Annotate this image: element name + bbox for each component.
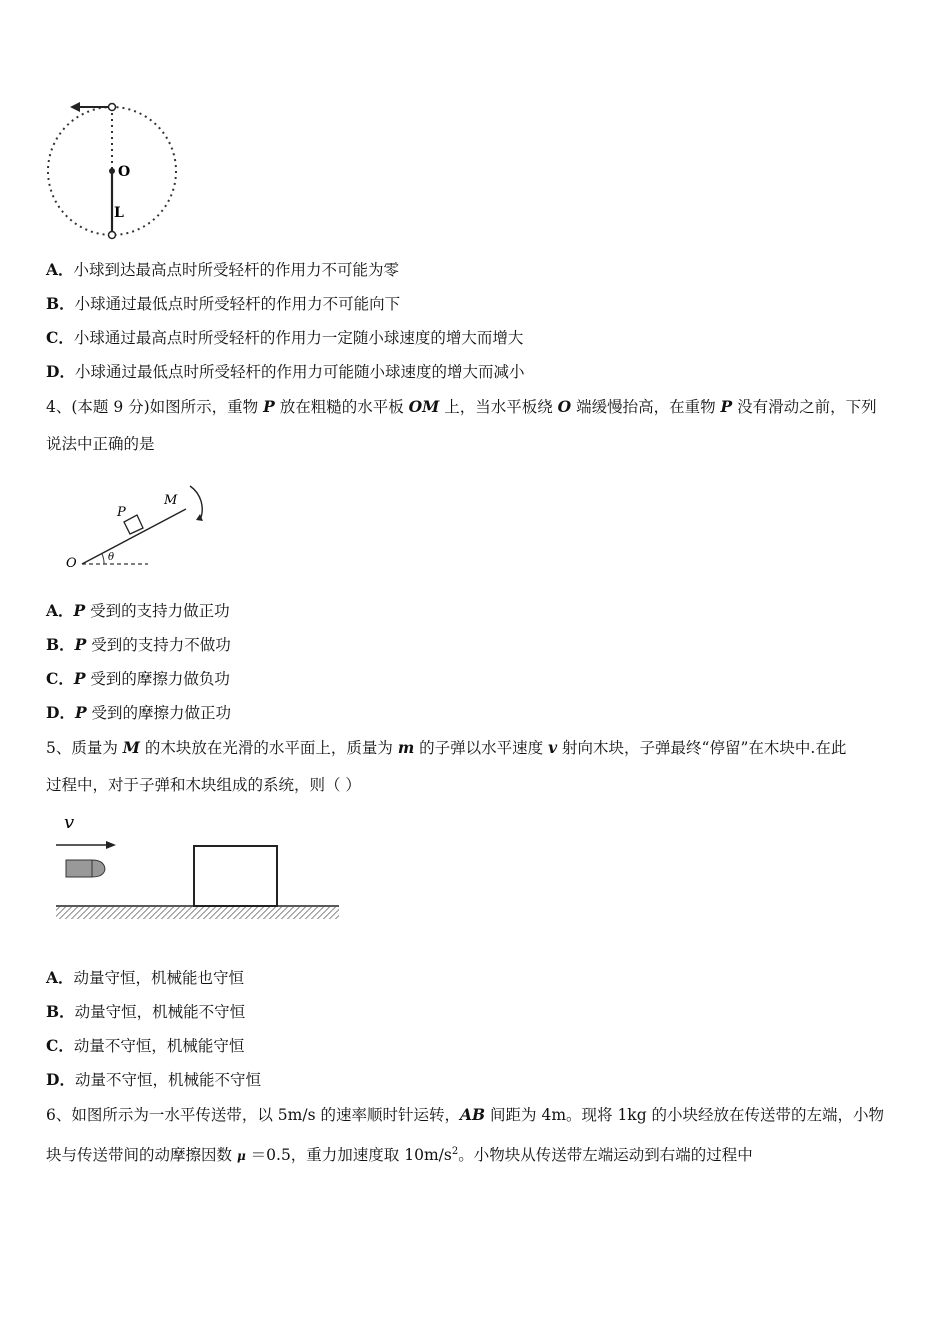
label-o-board: O — [66, 556, 77, 571]
label-l: L — [114, 205, 124, 221]
q5-var-v: v — [548, 738, 558, 757]
q4-option-d-var: P — [74, 703, 87, 722]
q3-option-a-letter: A． — [46, 260, 74, 279]
q5-option-c — [46, 1036, 244, 1056]
velocity-arrow-head-bullet — [106, 841, 116, 849]
q4-option-c — [46, 669, 230, 689]
q6-var-mu: μ — [236, 1149, 246, 1164]
q3-option-b-text: 小球通过最低点时所受轻杆的作用力不可能向下 — [74, 295, 401, 313]
q4-text4: 没有滑动之前，下列 — [732, 398, 877, 416]
block-p — [124, 515, 143, 534]
q4-option-a-var: P — [73, 601, 86, 620]
q4-option-a-text: 受到的支持力做正功 — [85, 602, 230, 620]
q5-stem-line1 — [46, 738, 846, 758]
inclined-board-diagram — [60, 478, 220, 573]
q3-option-c-text: 小球通过最高点时所受轻杆的作用力一定随小球速度的增大而增大 — [73, 329, 524, 347]
q4-option-d — [46, 703, 231, 723]
q4-var-om: OM — [408, 397, 440, 416]
ball-top — [109, 104, 116, 111]
q4-option-b-letter: B． — [46, 635, 75, 654]
circle-rod-diagram — [40, 96, 190, 246]
q3-option-c-letter: C． — [46, 328, 74, 347]
velocity-arrow-head — [70, 102, 80, 112]
q6-sup: 2 — [451, 1146, 459, 1157]
q5-option-b-text: 动量守恒，机械能不守恒 — [74, 1003, 246, 1021]
q3-option-a — [46, 260, 399, 280]
q6-stem-line1 — [46, 1105, 884, 1125]
q3-option-b-letter: B． — [46, 294, 75, 313]
q6-line2a: 块与传送带间的动摩擦因数 — [46, 1146, 237, 1165]
q5-option-a — [46, 968, 244, 988]
q4-stem-line2: 说法中正确的是 — [46, 435, 155, 453]
q4-option-d-letter: D． — [46, 703, 75, 722]
q5-var-m-big: M — [122, 738, 140, 757]
ground-hatching — [56, 907, 339, 919]
q5-var-m-small: m — [397, 738, 415, 757]
q5-option-a-letter: A． — [46, 968, 74, 987]
q6-prefix: 6、如图所示为一水平传送带，以 5m/s 的速率顺时针运转， — [46, 1106, 460, 1124]
label-v: v — [64, 812, 75, 833]
q4-stem-line1 — [46, 397, 877, 417]
label-o: O — [118, 164, 131, 180]
q5-option-d — [46, 1070, 261, 1090]
label-theta: θ — [108, 552, 115, 563]
q5-option-b — [46, 1002, 245, 1022]
label-m-board: M — [164, 493, 178, 508]
q4-text3: 端缓慢抬高，在重物 — [571, 398, 721, 416]
q4-option-a-letter: A． — [46, 601, 74, 620]
q5-text1: 的木块放在光滑的水平面上，质量为 — [139, 739, 398, 757]
ball-bottom — [109, 232, 116, 239]
q4-var-p2: P — [720, 397, 733, 416]
q4-option-d-text: 受到的摩擦力做正功 — [86, 704, 232, 722]
q3-option-d-text: 小球通过最低点时所受轻杆的作用力可能随小球速度的增大而减小 — [74, 363, 525, 381]
bullet-block-figure — [50, 808, 345, 928]
q6-line2b: ＝0.5，重力加速度取 10m/s — [245, 1146, 452, 1165]
q6-var-ab: AB — [459, 1105, 486, 1124]
circle-rod-figure — [40, 96, 190, 246]
q4-var-p1: P — [263, 397, 275, 416]
q4-option-a — [46, 601, 230, 621]
label-p-board: P — [117, 505, 126, 520]
q5-text2: 的子弹以水平速度 — [414, 739, 549, 757]
q5-option-c-letter: C． — [46, 1036, 74, 1055]
q4-prefix: 4、(本题 9 分)如图所示，重物 — [46, 398, 264, 416]
inclined-board-figure — [60, 478, 220, 573]
q5-stem-line2: 过程中，对于子弹和木块组成的系统，则（ ） — [46, 776, 361, 794]
q3-option-a-text: 小球到达最高点时所受轻杆的作用力不可能为零 — [73, 261, 400, 279]
wooden-block — [194, 846, 277, 906]
q5-prefix: 5、质量为 — [46, 739, 123, 757]
q4-option-b-text: 受到的支持力不做功 — [86, 636, 231, 654]
pivot-point — [109, 168, 115, 174]
q4-option-b — [46, 635, 231, 655]
q3-option-b — [46, 294, 400, 314]
q4-option-c-var: P — [73, 669, 86, 688]
bullet-block-diagram — [50, 808, 345, 928]
q4-text2: 上，当水平板绕 — [439, 398, 558, 416]
q4-option-c-letter: C． — [46, 669, 74, 688]
q3-option-d — [46, 362, 524, 382]
q6-line2c: 。小物块从传送带左端运动到右端的过程中 — [458, 1146, 753, 1165]
q3-option-c — [46, 328, 523, 348]
q4-text1: 放在粗糙的水平板 — [274, 398, 409, 416]
q5-option-b-letter: B． — [46, 1002, 75, 1021]
theta-arc — [102, 554, 104, 564]
q5-option-d-text: 动量不守恒，机械能不守恒 — [74, 1071, 261, 1089]
q4-option-b-var: P — [74, 635, 87, 654]
q3-option-d-letter: D． — [46, 362, 75, 381]
q5-text3: 射向木块，子弹最终“停留”在木块中.在此 — [557, 739, 847, 757]
q5-option-d-letter: D． — [46, 1070, 75, 1089]
q4-option-c-text: 受到的摩擦力做负功 — [85, 670, 230, 688]
q6-stem-line2 — [46, 1142, 753, 1166]
q5-option-c-text: 动量不守恒，机械能守恒 — [73, 1037, 245, 1055]
q6-text1: 间距为 4m。现将 1kg 的小块经放在传送带的左端，小物 — [485, 1106, 885, 1124]
q5-option-a-text: 动量守恒，机械能也守恒 — [73, 969, 245, 987]
bullet — [66, 860, 105, 877]
q4-var-o: O — [557, 397, 572, 416]
